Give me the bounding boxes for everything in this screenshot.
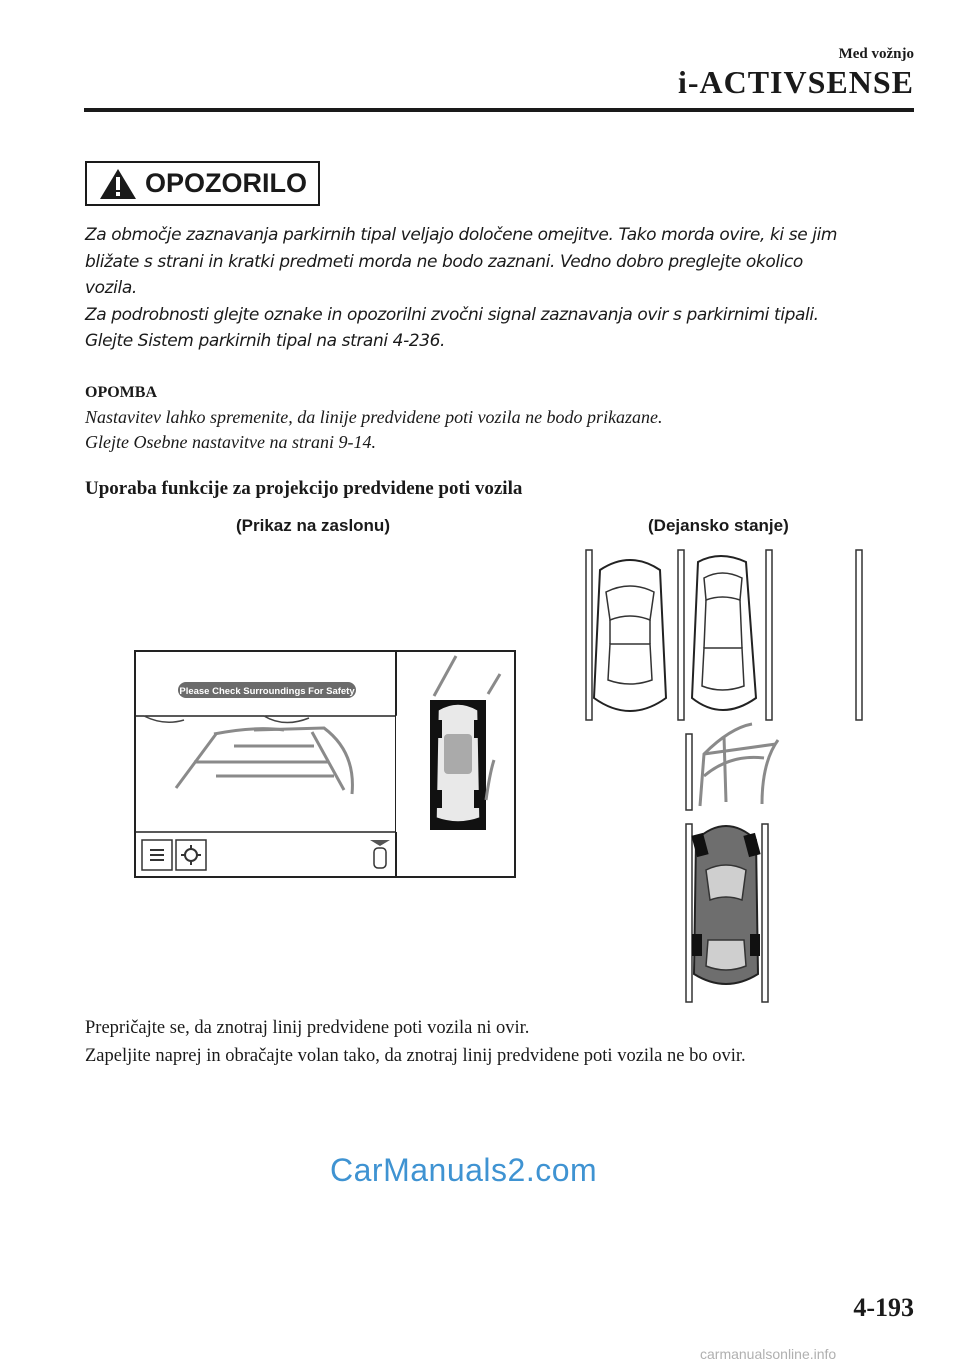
warning-text [85, 222, 905, 355]
caption-screen: (Prikaz na zaslonu) [236, 516, 390, 535]
chapter-title: i-ACTIVSENSE [677, 64, 914, 100]
screen-display-illustration [134, 650, 516, 878]
warning-label-box [85, 161, 320, 206]
page-number: 4-193 [853, 1293, 914, 1322]
body-line: Prepričajte se, da znotraj linij predvidene poti vozila ni ovir. [85, 1018, 530, 1038]
body-text [85, 1014, 915, 1070]
parked-car-right [692, 556, 756, 710]
own-car [691, 826, 760, 984]
body-line: Zapeljite naprej in obračajte volan tako, da znotraj linij predvidene poti vozila ne bo ovir. [85, 1046, 746, 1066]
note-line: Glejte Osebne nastavitve na strani 9-14. [85, 432, 376, 452]
header-rule [84, 108, 914, 112]
note-block [85, 380, 905, 455]
warning-line: Za območje zaznavanja parkirnih tipal veljajo določene omejitve. Tako morda ovire, ki se jim [85, 225, 838, 245]
note-heading: OPOMBA [85, 384, 157, 401]
screen-banner: Please Check Surroundings For Safety [179, 686, 355, 697]
warning-label: OPOZORILO [145, 168, 307, 198]
section-title: Med vožnjo [838, 46, 914, 62]
watermark-text: CarManuals2.com [330, 1152, 598, 1188]
warning-line: bližate s strani in kratki predmeti morda ne bodo zaznani. Vedno dobro preglejte okolico [85, 251, 803, 272]
parked-car-left [594, 560, 666, 711]
note-line: Nastavitev lahko spremenite, da linije predvidene poti vozila ne bodo prikazane. [85, 407, 663, 427]
actual-situation-illustration [580, 548, 870, 1006]
warning-line: vozila. [85, 278, 137, 298]
warning-line: Glejte Sistem parkirnih tipal na strani 4-236. [85, 331, 446, 351]
caption-actual: (Dejansko stanje) [648, 516, 789, 535]
warning-triangle-icon [99, 168, 137, 200]
subheading: Uporaba funkcije za projekcijo predvidene poti vozila [85, 478, 523, 499]
warning-line: Za podrobnosti glejte oznake in opozorilni zvočni signal zaznavanja ovir s parkirnimi tipali. [85, 304, 819, 325]
footer-site: carmanualsonline.info [700, 1346, 837, 1362]
predicted-path-lines [700, 724, 778, 806]
